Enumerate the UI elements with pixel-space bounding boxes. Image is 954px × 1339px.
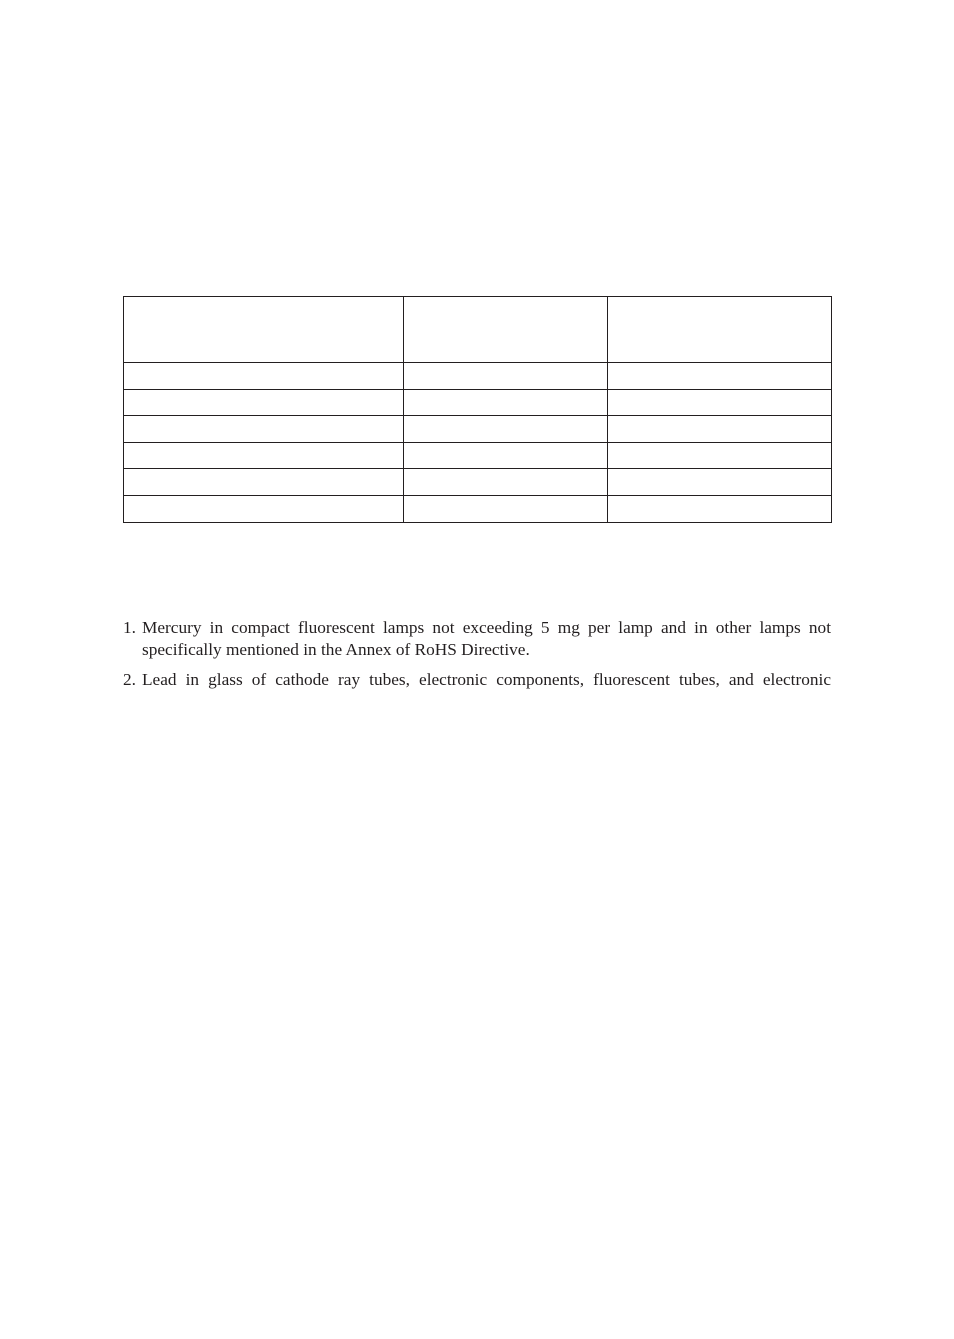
table-cell <box>124 442 404 469</box>
list-item <box>123 617 831 661</box>
table-cell <box>608 389 832 416</box>
list-item <box>123 669 831 691</box>
blank-table <box>123 296 832 523</box>
note-number: 2. <box>123 670 136 689</box>
table-cell <box>404 389 608 416</box>
table-row <box>124 442 832 469</box>
table-row <box>124 469 832 496</box>
table-cell <box>404 363 608 390</box>
table-cell <box>124 389 404 416</box>
table-cell <box>608 495 832 522</box>
table-header-row <box>124 297 832 363</box>
table-cell <box>124 416 404 443</box>
table-cell <box>608 363 832 390</box>
table-cell <box>124 363 404 390</box>
exemption-notes-list <box>123 617 831 699</box>
table-cell <box>608 416 832 443</box>
table-cell <box>404 442 608 469</box>
note-text: Mercury in compact fluorescent lamps not exceeding 5 mg per lamp and in other lamps not specifically mentioned in the Annex of RoHS Directive. <box>142 618 831 659</box>
note-text: Lead in glass of cathode ray tubes, electronic components, fluorescent tubes, and electronic <box>142 670 831 689</box>
table-header-cell <box>608 297 832 363</box>
table-cell <box>124 495 404 522</box>
note-number: 1. <box>123 618 136 637</box>
table-cell <box>124 469 404 496</box>
table-cell <box>404 469 608 496</box>
table-header-cell <box>124 297 404 363</box>
table-row <box>124 363 832 390</box>
table-row <box>124 416 832 443</box>
table-header-cell <box>404 297 608 363</box>
table-cell <box>608 442 832 469</box>
table-row <box>124 495 832 522</box>
table-cell <box>404 495 608 522</box>
table-cell <box>608 469 832 496</box>
table-row <box>124 389 832 416</box>
table-cell <box>404 416 608 443</box>
